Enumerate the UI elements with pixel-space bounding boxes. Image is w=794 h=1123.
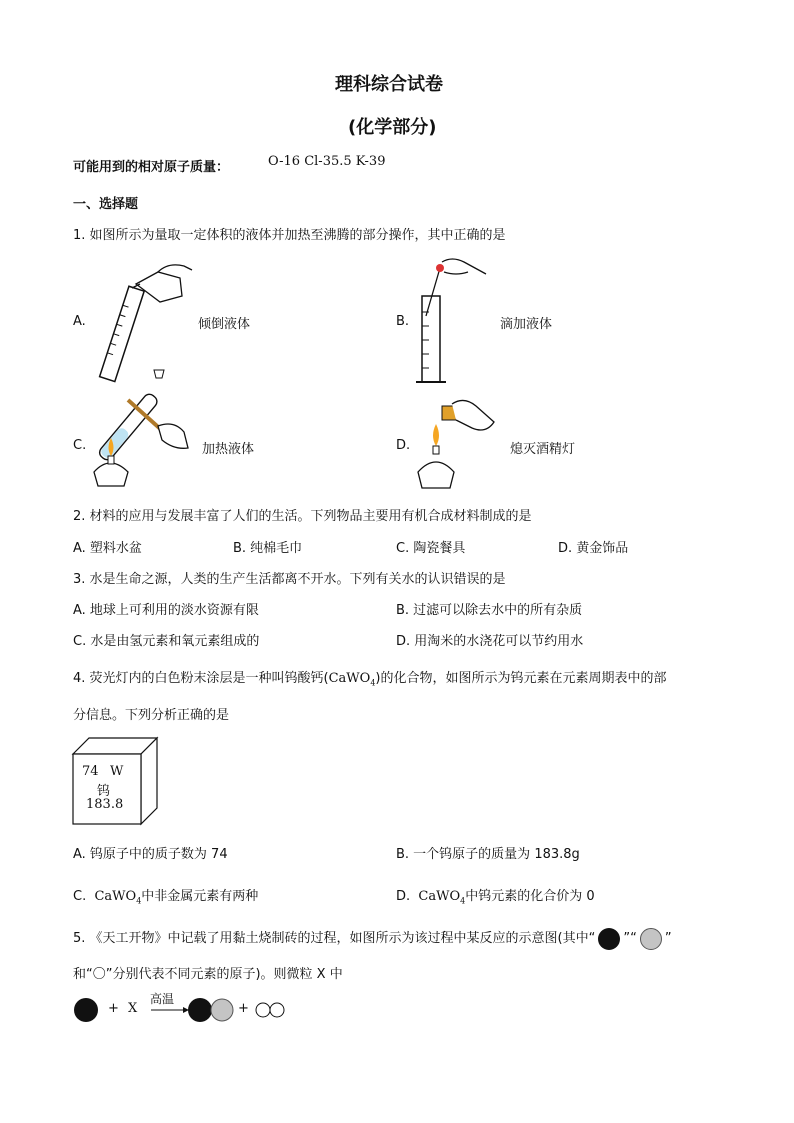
reaction-plus-2: + (238, 1001, 249, 1016)
q4-formula-sub: 4 (370, 678, 376, 688)
q4-stem-line2: 分信息。下列分析正确的是 (73, 708, 230, 723)
pouring-liquid-illustration (88, 258, 198, 388)
q3-option-a[interactable]: A. 地球上可利用的淡水资源有限 (73, 603, 259, 618)
gray-atom-icon (640, 928, 662, 950)
q5-stem-line2: 和“〇”分别代表不同元素的原子)。则微粒 X 中 (73, 967, 343, 982)
q5-stem-a: 5. 《天工开物》中记载了用黏土烧制砖的过程，如图所示为该过程中某反应的示意图(其中“ (73, 931, 596, 946)
element-number: 74 (82, 764, 99, 779)
q5-stem-c: ” (664, 931, 672, 946)
q4-stem-a: 4. 荧光灯内的白色粉末涂层是一种叫钨酸钙( (73, 671, 329, 686)
q1-option-c-letter[interactable]: C. (73, 438, 87, 453)
q4-option-d-text: 中钨元素的化合价为 0 (465, 889, 595, 904)
q2-option-d[interactable]: D. 黄金饰品 (558, 541, 629, 556)
q1-option-b-letter[interactable]: B. (396, 314, 410, 329)
q4-option-c[interactable] (73, 885, 258, 906)
atomic-mass-label: 可能用到的相对原子质量： (73, 160, 230, 175)
q4-option-d-letter: D. (396, 889, 411, 904)
q1-option-d-letter[interactable]: D. (396, 438, 411, 453)
reaction-condition: 高温 (150, 992, 175, 1006)
black-atom-icon (598, 928, 620, 950)
q2-option-c[interactable]: C. 陶瓷餐具 (396, 541, 466, 556)
q1-option-a-letter[interactable]: A. (73, 314, 86, 329)
element-name: 钨 (97, 784, 111, 799)
q3-stem: 3. 水是生命之源，人类的生产生活都离不开水。下列有关水的认识错误的是 (73, 572, 506, 587)
q1-option-d-caption: 熄灭酒精灯 (510, 442, 576, 457)
q1-stem: 1. 如图所示为量取一定体积的液体并加热至沸腾的部分操作，其中正确的是 (73, 228, 506, 243)
dropping-liquid-illustration (412, 256, 492, 388)
q4-option-b[interactable]: B. 一个钨原子的质量为 183.8g (396, 847, 580, 862)
page-subtitle: (化学部分) (348, 117, 437, 138)
element-mass: 183.8 (86, 797, 124, 812)
reaction-x: X (128, 1001, 138, 1016)
heating-liquid-illustration (88, 392, 198, 492)
q2-option-b[interactable]: B. 纯棉毛巾 (233, 541, 303, 556)
q3-option-d[interactable]: D. 用淘米的水浇花可以节约用水 (396, 634, 584, 649)
q2-option-a[interactable]: A. 塑料水盆 (73, 541, 142, 556)
q4-option-d-formula: CaWO (418, 889, 461, 904)
q1-option-a-caption: 倾倒液体 (198, 317, 251, 332)
q4-option-d-sub: 4 (460, 896, 466, 906)
reaction-plus-1: + (108, 1001, 119, 1016)
reaction-diagram (73, 990, 293, 1030)
section-heading: 一、选择题 (73, 197, 139, 212)
q1-option-b-caption: 滴加液体 (500, 317, 553, 332)
q2-stem: 2. 材料的应用与发展丰富了人们的生活。下列物品主要用有机合成材料制成的是 (73, 509, 532, 524)
q4-stem-b: )的化合物，如图所示为钨元素在元素周期表中的部 (375, 671, 667, 686)
q4-stem (73, 667, 667, 688)
page-title: 理科综合试卷 (335, 74, 443, 95)
q4-option-d[interactable] (396, 885, 595, 906)
element-symbol: W (110, 764, 124, 779)
q3-option-c[interactable]: C. 水是由氢元素和氧元素组成的 (73, 634, 260, 649)
q4-option-c-formula: CaWO (94, 889, 137, 904)
q4-option-c-sub: 4 (136, 896, 142, 906)
q3-option-b[interactable]: B. 过滤可以除去水中的所有杂质 (396, 603, 583, 618)
q4-option-a[interactable]: A. 钨原子中的质子数为 74 (73, 847, 228, 862)
q4-option-c-letter: C. (73, 889, 87, 904)
extinguish-lamp-illustration (416, 398, 496, 494)
atomic-masses: O-16 Cl-35.5 K-39 (268, 154, 386, 169)
q5-stem (73, 927, 672, 950)
q1-option-c-caption: 加热液体 (202, 442, 255, 457)
q4-option-c-text: 中非金属元素有两种 (141, 889, 259, 904)
q4-formula: CaWO (328, 671, 371, 686)
q5-stem-b: ”“ (623, 931, 637, 946)
